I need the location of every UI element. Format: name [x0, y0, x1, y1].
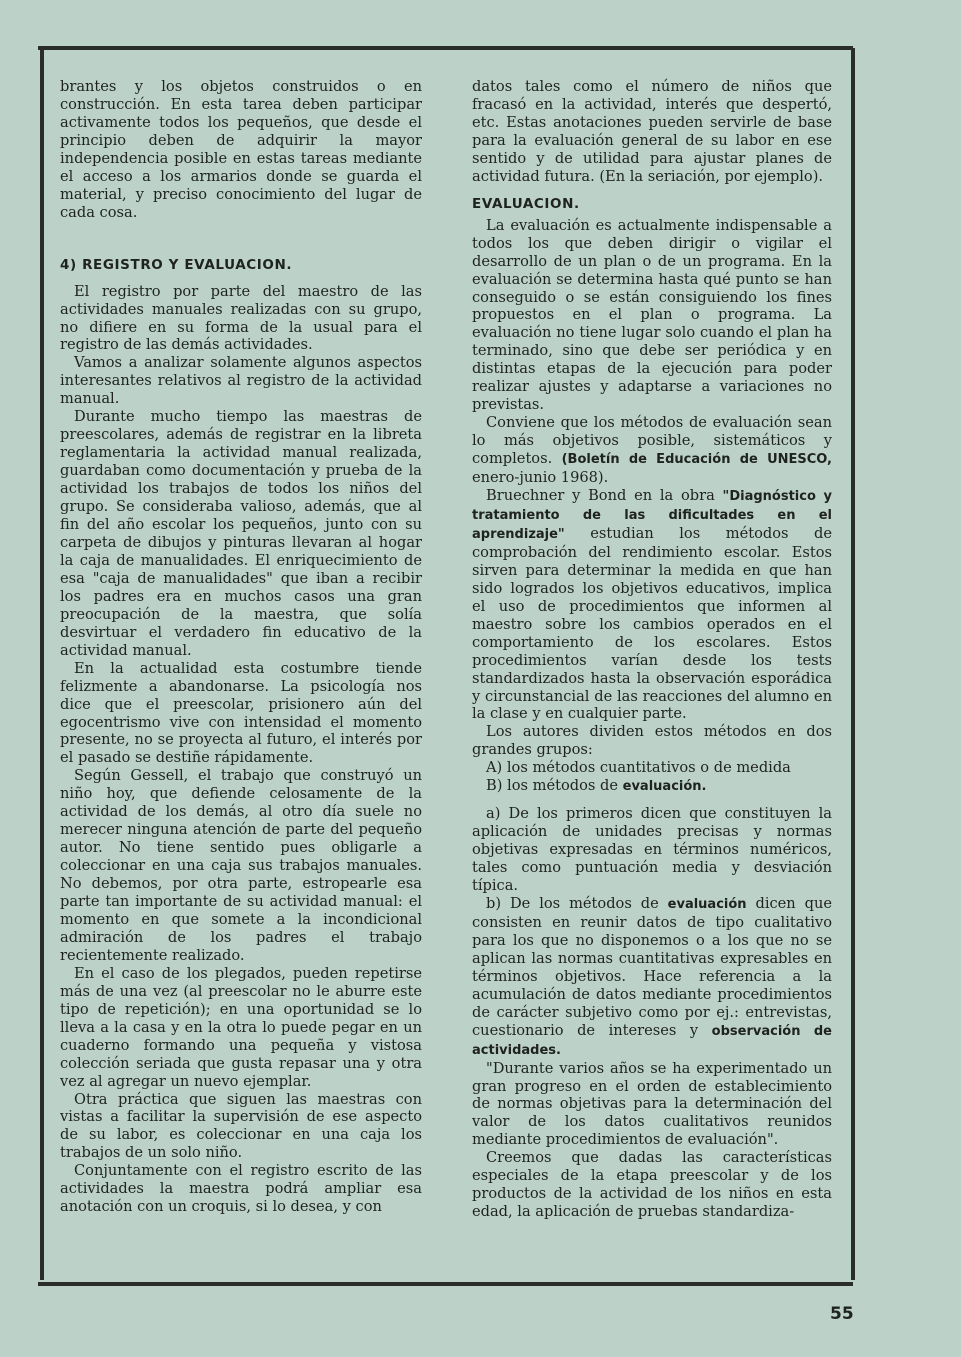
section-heading-registro: 4) REGISTRO Y EVALUACION.	[60, 256, 293, 273]
bold-term: evaluación.	[622, 779, 707, 795]
right-column	[472, 78, 832, 1221]
list-item-b	[472, 777, 832, 796]
paragraph: a) De los primeros dicen que constituyen la aplicación de unidades precisas y normas objetivas expresadas en términos numéricos, tales como puntuación media y desviación típica.	[472, 805, 832, 895]
paragraph: Otra práctica que siguen las maestras con vistas a facilitar la supervisión de ese aspecto de su labor, es coleccionar en una caja los trabajos de un solo niño.	[60, 1090, 422, 1162]
paragraph	[472, 487, 832, 723]
paragraph: datos tales como el número de niños que fracasó en la actividad, interés que despertó, etc. Estas anotaciones pueden servirle de base para la evaluación general de su labor en ese sentido y de utilidad para ajustar planes de actividad futura. (En la seriación, por ejemplo).	[472, 78, 832, 185]
paragraph: Los autores dividen estos métodos en dos grandes grupos:	[472, 723, 832, 759]
citation-unesco: (Boletín de Educación de UNESCO,	[561, 452, 832, 468]
text-run: b) De los métodos de	[486, 894, 668, 912]
book-title: "Diagnóstico y tratamiento de las dificultades en el aprendizaje"	[472, 489, 832, 542]
page-number: 55	[830, 1304, 854, 1324]
paragraph: La evaluación es actualmente indispensable a todos los que deben dirigir o vigilar el desarrollo de un plan o de un programa. En la evaluación se determina hasta qué punto se han conseguido o se están consiguiendo los fines propuestos en el plan o programa. La evaluación no tiene lugar solo cuando el plan ha terminado, sino que debe ser periódica y en distintas etapas de la ejecución para poder realizar ajustes y adaptarse a variaciones no previstas.	[472, 216, 832, 414]
text-run: Bruechner y Bond en la obra	[486, 487, 723, 505]
list-item-a: A) los métodos cuantitativos o de medida	[486, 759, 791, 777]
text-run: dicen que consisten en reunir datos de tipo cualitativo para los que no disponemos o a los que no se aplican las normas cuantitativas expresables en términos objetivos. Hace referencia a la acumulación de datos mediante procedimientos de carácter subjetivo como por ej.: entrevistas, cuestionario de intereses y	[472, 894, 833, 1039]
paragraph: Durante mucho tiempo las maestras de preescolares, además de registrar en la libreta reglamentaria la actividad manual realizada, guardaban como documentación y prueba de la actividad los trabajos de todos los niños del grupo. Se consideraba valioso, además, que al fin del año escolar los pequeños, junto con su carpeta de dibujos y pinturas llevaran al hogar la caja de manualidades. El enriquecimiento de esa "caja de manualidades" que iban a recibir los padres era en muchos casos una gran preocupación de la maestra, que solía desvirtuar el verdadero fin educativo de la actividad manual.	[60, 408, 422, 659]
text-run: enero-junio 1968).	[472, 469, 609, 487]
paragraph: brantes y los objetos construidos o en construcción. En esta tarea deben participar activamente todos los pequeños, que desde el principio deben de adquirir la mayor independencia posible en estas tareas mediante el acceso a los armarios donde se guarda el material, y preciso conocimiento del lugar de cada cosa.	[60, 78, 422, 221]
bold-term: evaluación	[667, 896, 747, 912]
quote-paragraph: "Durante varios años se ha experimentado un gran progreso en el orden de establecimiento de normas objetivas para la determinación del valor de los datos cualitativos reunidos mediante procedimientos de evaluación".	[472, 1059, 832, 1149]
paragraph: Según Gessell, el trabajo que construyó un niño hoy, que defiende celosamente de la actividad de los demás, al otro día suele no merecer ninguna atención de parte del pequeño autor. No tiene sentido pues obligarle a coleccionar en una caja sus trabajos manuales. No debemos, por otra parte, estropearle esa parte tan importante de su actividad manual: el momento en que somete a la incondicional admiración de los padres el trabajo recientemente realizado.	[60, 767, 422, 964]
paragraph: En el caso de los plegados, pueden repetirse más de una vez (al preescolar no le aburre este tipo de repetición); en una oportunidad se lo lleva a la casa y en la otra lo puede pegar en un cuaderno formando una pequeña y vistosa colección seriada que gusta repasar una y otra vez al agregar un nuevo ejemplar.	[60, 964, 422, 1090]
frame-right-rule	[851, 48, 855, 1280]
paragraph: Conjuntamente con el registro escrito de las actividades la maestra podrá ampliar esa anotación con un croquis, si lo desea, y con	[60, 1162, 422, 1216]
text-run: B) los métodos de	[486, 777, 623, 795]
paragraph: El registro por parte del maestro de las actividades manuales realizadas con su grupo, no difiere en su forma de la usual para el registro de las demás actividades.	[60, 282, 422, 354]
section-heading-evaluacion: EVALUACION.	[472, 195, 580, 212]
text-run: estudian los métodos de comprobación del rendimiento escolar. Estos sirven para determinar la medida en que han sido logrados los objetivos educativos, implica el uso de procedimientos que informen al maestro sobre los cambios operados en el comportamiento de los escolares. Estos procedimientos varían desde los tests standardizados hasta la observación esporádica y circunstancial de las reacciones del alumno en la clase y en cualquier parte.	[472, 524, 832, 723]
text-run: Conviene que los métodos de evaluación sean lo más objetivos posible, sistemáticos y completos.	[472, 414, 832, 468]
paragraph	[472, 414, 832, 487]
paragraph: Creemos que dadas las características especiales de la etapa preescolar y de los productos de la actividad de los niños en esta edad, la aplicación de pruebas standardiza-	[472, 1149, 832, 1221]
bold-term: observación de actividades.	[472, 1023, 833, 1058]
frame-left-rule	[40, 48, 44, 1280]
paragraph: Vamos a analizar solamente algunos aspectos interesantes relativos al registro de la actividad manual.	[60, 354, 422, 408]
left-column	[60, 78, 422, 1216]
paragraph	[472, 895, 832, 1060]
paragraph: En la actualidad esta costumbre tiende felizmente a abandonarse. La psicología nos dice que el preescolar, prisionero aún del egocentrismo vive con intensidad el momento presente, no se proyecta al futuro, el interés por el pasado se destiñe rápidamente.	[60, 659, 422, 767]
